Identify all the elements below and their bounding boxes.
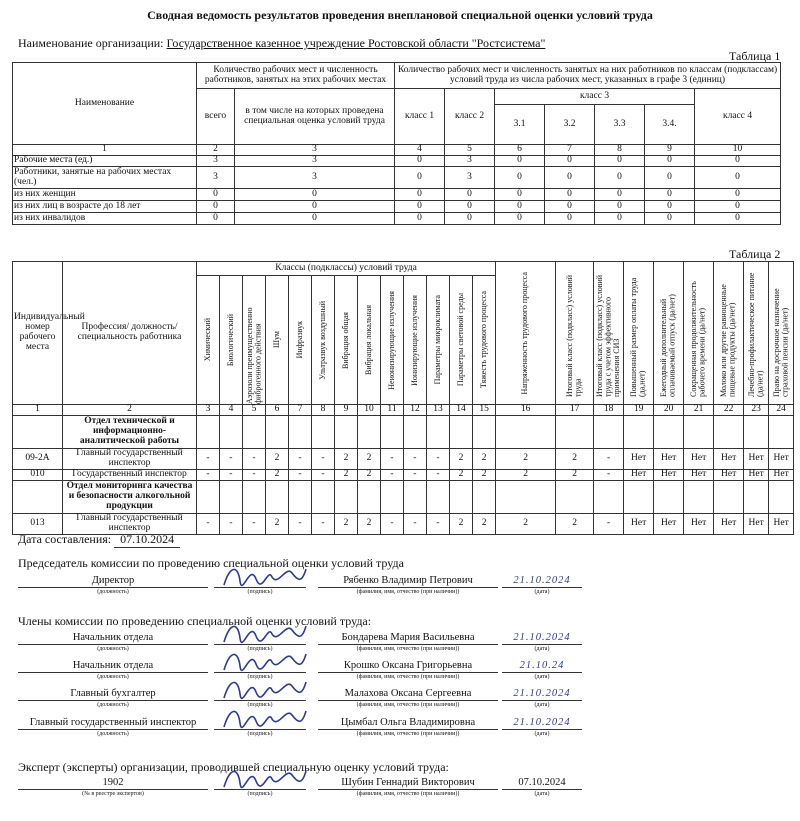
- t1-cell: 0: [197, 201, 235, 213]
- table2-label: Таблица 2: [729, 247, 781, 261]
- t2-cell: 2: [335, 448, 358, 469]
- handwritten-signature: [220, 703, 310, 733]
- t2-header-col-label: Химический: [202, 318, 212, 362]
- field-caption: (подпись): [247, 731, 273, 737]
- t2-cell: -: [220, 448, 243, 469]
- t1-header-3-3: 3.3: [595, 105, 645, 145]
- t2-header-col-label: Молоко или другие равноценные пищевые продукты (да/нет): [719, 284, 737, 397]
- t1-cell: 0: [695, 156, 781, 167]
- t2-cell: Нет: [714, 448, 744, 469]
- t1-col-number: 9: [645, 145, 695, 156]
- members-heading: Члены комиссии по проведению специальной оценки условий труда:: [18, 614, 372, 628]
- t1-cell: 0: [395, 213, 445, 225]
- t2-header-col-label: Лечебно-профилактическое питание (да/нет): [746, 272, 765, 397]
- t1-header-class2: класс 2: [445, 89, 495, 145]
- handwritten-signature: [220, 646, 310, 676]
- t2-header-col: [404, 276, 427, 405]
- handwritten-signature: [220, 674, 310, 704]
- t1-header-3-2: 3.2: [545, 105, 595, 145]
- field-caption: (фамилия, имя, отчество (при наличии)): [356, 791, 460, 797]
- expert-signature-row: [0, 777, 800, 803]
- t2-col-number: 11: [381, 405, 404, 416]
- t1-cell: 3: [197, 167, 235, 189]
- t2-header-col: [624, 262, 654, 405]
- t2-col-number: 21: [684, 405, 714, 416]
- signature-date: 21.10.2024: [502, 717, 582, 730]
- t2-header-col-label: Повышенный размер оплаты труда (да,нет): [629, 277, 647, 397]
- t1-cell: 3: [235, 156, 395, 167]
- t1-cell: 0: [595, 167, 645, 189]
- chair-heading: Председатель комиссии по проведению специальной оценки условий труда: [18, 556, 404, 570]
- t1-header-3-4: 3.4.: [645, 105, 695, 145]
- t1-header-incl: в том числе на которых проведена специальная оценка условий труда: [235, 89, 395, 145]
- workplace-table: [12, 261, 794, 535]
- t2-cell: 2: [496, 448, 556, 469]
- t2-col-number: 3: [197, 405, 220, 416]
- t2-cell: Нет: [714, 513, 744, 534]
- field-caption: (фамилия, имя, отчество (при наличии)): [356, 674, 460, 680]
- t2-col-number: 4: [220, 405, 243, 416]
- field-caption: (должность): [97, 702, 129, 708]
- t2-cell: -: [594, 469, 624, 480]
- t2-header-col-label: Параметры световой среды: [455, 293, 465, 387]
- t2-header-col-label: Биологический: [225, 313, 235, 367]
- t2-cell: Нет: [744, 469, 769, 480]
- t2-row-id: 010: [13, 469, 63, 480]
- field-caption: (фамилия, имя, отчество (при наличии)): [356, 589, 460, 595]
- compile-date-line: [18, 532, 180, 548]
- t1-cell: 0: [495, 213, 545, 225]
- t2-cell: 2: [496, 469, 556, 480]
- t1-cell: 3: [445, 167, 495, 189]
- t1-row-name: из них лиц в возрасте до 18 лет: [13, 201, 197, 213]
- t2-header-col: [220, 276, 243, 405]
- t1-cell: 0: [395, 189, 445, 201]
- t1-cell: 0: [545, 156, 595, 167]
- t2-header-col: [496, 262, 556, 405]
- t2-cell: Нет: [769, 448, 794, 469]
- t2-cell: Нет: [684, 448, 714, 469]
- t2-cell: 2: [496, 513, 556, 534]
- t1-cell: 0: [645, 189, 695, 201]
- t2-cell: 2: [358, 469, 381, 480]
- t1-cell: 0: [235, 213, 395, 225]
- signature-date: 07.10.2024: [502, 777, 582, 790]
- field-caption: (фамилия, имя, отчество (при наличии)): [356, 646, 460, 652]
- t1-cell: 0: [645, 167, 695, 189]
- t1-cell: 0: [445, 201, 495, 213]
- t2-cell: 2: [450, 513, 473, 534]
- summary-table: [12, 62, 781, 225]
- t2-cell: 2: [335, 469, 358, 480]
- handwritten-signature: [220, 561, 310, 591]
- signer-name: Рябенко Владимир Петрович: [318, 575, 498, 588]
- t1-row-name: из них инвалидов: [13, 213, 197, 225]
- t2-cell: -: [381, 513, 404, 534]
- t1-col-number: 8: [595, 145, 645, 156]
- t2-header-col: [243, 276, 266, 405]
- t2-cell: -: [197, 469, 220, 480]
- expert-heading: Эксперт (эксперты) организации, проводившей специальную оценку условий труда:: [18, 760, 449, 774]
- t1-cell: 0: [445, 189, 495, 201]
- t1-cell: 0: [595, 156, 645, 167]
- t2-header-col-label: Аэрозоли преимущественно фиброгенного действия: [244, 307, 262, 404]
- t1-cell: 0: [645, 201, 695, 213]
- signature-date: 21.10.2024: [502, 688, 582, 701]
- signer-name: Шубин Геннадий Викторович: [318, 777, 498, 790]
- table1-label: Таблица 1: [729, 49, 781, 63]
- t1-row: [13, 167, 781, 189]
- compile-date-label: Дата составления:: [18, 532, 112, 546]
- t2-header-col: [594, 262, 624, 405]
- t2-cell: 2: [335, 513, 358, 534]
- member-signature-row: [0, 717, 800, 743]
- t1-header-classes: Количество рабочих мест и численность занятых на них работников по классам (подклассам) условий труда из числа рабочих мест, указанных в графе 3 (единиц): [395, 63, 781, 89]
- t1-cell: 0: [395, 156, 445, 167]
- t2-cell: -: [289, 513, 312, 534]
- compile-date-value: 07.10.2024: [114, 532, 180, 548]
- handwritten-signature: [220, 763, 310, 793]
- t2-cell: -: [312, 448, 335, 469]
- t1-col-number: 1: [13, 145, 197, 156]
- t1-cell: 0: [695, 201, 781, 213]
- t1-header-class4: класс 4: [695, 89, 781, 145]
- t2-number-row: [13, 405, 794, 416]
- t1-col-number: 2: [197, 145, 235, 156]
- t2-header-col-label: Вибрация общая: [340, 311, 350, 369]
- t1-cell: 0: [595, 189, 645, 201]
- t2-header-col-label: Сокращенная продолжительность рабочего времени (да/нет): [689, 281, 707, 397]
- field-caption: (подпись): [247, 702, 273, 708]
- t2-col-number: 14: [450, 405, 473, 416]
- t2-col-number: 24: [769, 405, 794, 416]
- t1-cell: 0: [695, 189, 781, 201]
- t1-cell: 0: [695, 167, 781, 189]
- signature-date: 21.10.2024: [502, 632, 582, 645]
- t2-cell: -: [427, 513, 450, 534]
- t1-cell: 0: [495, 167, 545, 189]
- t2-header-col: [335, 276, 358, 405]
- signer-position: Главный бухгалтер: [18, 688, 208, 701]
- t2-header-col: [358, 276, 381, 405]
- t1-cell: 0: [595, 201, 645, 213]
- t2-cell: 2: [450, 469, 473, 480]
- t2-cell: Нет: [744, 448, 769, 469]
- t2-header-col-label: Параметры микроклимата: [432, 295, 442, 385]
- field-caption: (фамилия, имя, отчество (при наличии)): [356, 731, 460, 737]
- t1-cell: 0: [495, 189, 545, 201]
- field-caption: (должность): [97, 674, 129, 680]
- t1-col-number: 3: [235, 145, 395, 156]
- t2-cell: -: [381, 469, 404, 480]
- t2-header-col-label: Напряженность трудового процесса: [520, 271, 530, 395]
- t2-header-col: [289, 276, 312, 405]
- t2-cell: -: [404, 469, 427, 480]
- t2-header-id: Индивидуальный номер рабочего места: [13, 262, 63, 405]
- t2-row-profession: Государственный инспектор: [63, 469, 197, 480]
- signer-position: Начальник отдела: [18, 660, 208, 673]
- t2-section-row: [13, 415, 794, 448]
- signer-name: Малахова Оксана Сергеевна: [318, 688, 498, 701]
- field-caption: (подпись): [247, 589, 273, 595]
- t1-cell: 3: [235, 167, 395, 189]
- t1-cell: 0: [545, 201, 595, 213]
- t2-header-classes: Классы (подклассы) условий труда: [197, 262, 496, 276]
- field-caption: (дата): [534, 731, 550, 737]
- t2-header-col-label: Инфразвук: [294, 321, 304, 359]
- t1-cell: 0: [235, 189, 395, 201]
- t2-row-profession: Главный государственный инспектор: [63, 448, 197, 469]
- t2-cell: -: [427, 469, 450, 480]
- t2-cell: Нет: [684, 469, 714, 480]
- signer-position: Директор: [18, 575, 208, 588]
- t1-cell: 0: [695, 213, 781, 225]
- t1-row-name: Работники, занятые на рабочих местах (чел.): [13, 167, 197, 189]
- t1-col-number: 4: [395, 145, 445, 156]
- t2-header-col-label: Ультразвук воздушный: [317, 300, 327, 380]
- t2-cell: Нет: [684, 513, 714, 534]
- t2-col-number: 2: [63, 405, 197, 416]
- t2-col-number: 17: [556, 405, 594, 416]
- t2-col-number: 19: [624, 405, 654, 416]
- t2-cell: 2: [266, 448, 289, 469]
- t2-row-profession: Главный государственный инспектор: [63, 513, 197, 534]
- t2-header-col: [312, 276, 335, 405]
- t2-col-number: 9: [335, 405, 358, 416]
- document-title: Сводная ведомость результатов проведения внеплановой специальной оценки условий труда: [147, 8, 653, 22]
- t2-col-number: 12: [404, 405, 427, 416]
- t2-row-id: 013: [13, 513, 63, 534]
- t2-cell: Нет: [769, 513, 794, 534]
- field-caption: (фамилия, имя, отчество (при наличии)): [356, 702, 460, 708]
- t2-col-number: 16: [496, 405, 556, 416]
- t2-cell: -: [197, 513, 220, 534]
- t1-cell: 0: [645, 213, 695, 225]
- signer-name: Крошко Оксана Григорьевна: [318, 660, 498, 673]
- field-caption: (дата): [534, 674, 550, 680]
- t1-row: [13, 156, 781, 167]
- t2-header-col: [684, 262, 714, 405]
- t1-row: [13, 189, 781, 201]
- t2-header-col-label: Ежегодный дополнительный оплачиваемый отпуск (да/нет): [659, 294, 677, 397]
- expert-registry: 1902: [18, 777, 208, 790]
- t2-col-number: 10: [358, 405, 381, 416]
- t2-row-id: 09-2А: [13, 448, 63, 469]
- t2-header-col: [714, 262, 744, 405]
- t2-cell: -: [594, 513, 624, 534]
- t2-cell: 2: [473, 448, 496, 469]
- t2-col-number: 18: [594, 405, 624, 416]
- organization-line: [18, 36, 545, 51]
- t2-cell: 2: [556, 469, 594, 480]
- field-caption: (должность): [97, 589, 129, 595]
- t1-cell: 0: [495, 201, 545, 213]
- t1-cell: 0: [545, 167, 595, 189]
- t2-cell: -: [220, 513, 243, 534]
- t2-cell: 2: [473, 469, 496, 480]
- t2-cell: -: [243, 448, 266, 469]
- t1-row: [13, 201, 781, 213]
- t2-header-col: [450, 276, 473, 405]
- t2-cell: 2: [266, 469, 289, 480]
- t2-cell: Нет: [769, 469, 794, 480]
- t2-col-number: 7: [289, 405, 312, 416]
- t2-col-number: 13: [427, 405, 450, 416]
- signer-name: Бондарева Мария Васильевна: [318, 632, 498, 645]
- t2-cell: Нет: [624, 448, 654, 469]
- field-caption: (подпись): [247, 646, 273, 652]
- t2-header-col: [427, 276, 450, 405]
- t1-row: [13, 213, 781, 225]
- t2-cell: 2: [473, 513, 496, 534]
- t2-cell: -: [312, 513, 335, 534]
- t1-number-row: [13, 145, 781, 156]
- t2-header-col-label: Неионизирующие излучения: [386, 290, 396, 390]
- t2-header-col-label: Шум: [271, 331, 281, 349]
- t2-cell: -: [404, 448, 427, 469]
- member-signature-row: [0, 660, 800, 686]
- t2-col-number: 8: [312, 405, 335, 416]
- t2-header-col: [381, 276, 404, 405]
- t1-cell: 0: [445, 213, 495, 225]
- t1-header-class3: класс 3: [495, 89, 695, 105]
- t2-cell: -: [197, 448, 220, 469]
- t2-section-row: [13, 480, 794, 513]
- t2-col-number: 23: [744, 405, 769, 416]
- t2-header-col-label: Итоговый класс (подкласс) условий труда с учетом эффективного применения СИЗ: [595, 274, 621, 397]
- t2-col-number: 15: [473, 405, 496, 416]
- t1-cell: 3: [445, 156, 495, 167]
- t2-cell: 2: [450, 448, 473, 469]
- t2-row: [13, 448, 794, 469]
- handwritten-signature: [220, 618, 310, 648]
- field-caption: (№ в реестре экспертов): [82, 791, 144, 797]
- t1-row-name: Рабочие места (ед.): [13, 156, 197, 167]
- field-caption: (подпись): [247, 674, 273, 680]
- t2-cell: -: [427, 448, 450, 469]
- t2-header-col: [744, 262, 769, 405]
- t1-cell: 0: [495, 156, 545, 167]
- t1-cell: 0: [595, 213, 645, 225]
- t2-cell: 2: [358, 513, 381, 534]
- field-caption: (дата): [534, 791, 550, 797]
- t1-row-name: из них женщин: [13, 189, 197, 201]
- signature-date: 21.10.2024: [502, 575, 582, 588]
- organization-name: Государственное казенное учреждение Ростовской области "Ростсистема": [166, 36, 546, 50]
- t2-header-col-label: Итоговый класс (подкласс) условий труда: [565, 274, 583, 397]
- t2-header-col: [266, 276, 289, 405]
- t2-cell: -: [312, 469, 335, 480]
- t2-cell: Нет: [744, 513, 769, 534]
- chair-signature-row: [0, 575, 800, 601]
- t1-col-number: 7: [545, 145, 595, 156]
- t1-cell: 3: [197, 156, 235, 167]
- t2-cell: -: [594, 448, 624, 469]
- t2-header-col: [197, 276, 220, 405]
- field-caption: (подпись): [247, 791, 273, 797]
- t1-header-name: Наименование: [13, 63, 197, 145]
- t1-header-3-1: 3.1: [495, 105, 545, 145]
- field-caption: (должность): [97, 731, 129, 737]
- t1-col-number: 6: [495, 145, 545, 156]
- t2-cell: -: [404, 513, 427, 534]
- t1-cell: 0: [197, 213, 235, 225]
- field-caption: (дата): [534, 589, 550, 595]
- t2-col-number: 22: [714, 405, 744, 416]
- t2-cell: 2: [556, 513, 594, 534]
- t1-cell: 0: [545, 189, 595, 201]
- field-caption: (дата): [534, 702, 550, 708]
- t2-cell: -: [289, 448, 312, 469]
- signer-position: Главный государственный инспектор: [18, 717, 208, 730]
- t2-header-col: [654, 262, 684, 405]
- t2-cell: Нет: [624, 513, 654, 534]
- organization-label: Наименование организации:: [18, 36, 164, 50]
- t2-col-number: 20: [654, 405, 684, 416]
- t1-cell: 0: [197, 189, 235, 201]
- t2-row: [13, 469, 794, 480]
- member-signature-row: [0, 688, 800, 714]
- signature-date: 21.10.24: [502, 660, 582, 673]
- t2-cell: Нет: [654, 513, 684, 534]
- t2-col-number: 1: [13, 405, 63, 416]
- t2-cell: 2: [266, 513, 289, 534]
- t2-header-col-label: Вибрация локальная: [363, 304, 373, 375]
- field-caption: (дата): [534, 646, 550, 652]
- t1-cell: 0: [545, 213, 595, 225]
- member-signature-row: [0, 632, 800, 658]
- t2-cell: 2: [556, 448, 594, 469]
- t2-header-col: [556, 262, 594, 405]
- t2-header-col-label: Тяжесть трудового процесса: [478, 291, 488, 389]
- t2-cell: Нет: [714, 469, 744, 480]
- t1-cell: 0: [395, 167, 445, 189]
- t2-cell: Нет: [624, 469, 654, 480]
- t1-header-total: всего: [197, 89, 235, 145]
- t1-header-class1: класс 1: [395, 89, 445, 145]
- signer-name: Цымбал Ольга Владимировна: [318, 717, 498, 730]
- t2-header-col: [473, 276, 496, 405]
- t1-cell: 0: [645, 156, 695, 167]
- t2-cell: -: [289, 469, 312, 480]
- t2-cell: -: [243, 513, 266, 534]
- t1-cell: 0: [395, 201, 445, 213]
- t1-header-count: Количество рабочих мест и численность работников, занятых на этих рабочих местах: [197, 63, 395, 89]
- t2-header-col-label: Право на досрочное назначение страховой пенсии (да/нет): [771, 288, 790, 397]
- t2-cell: -: [220, 469, 243, 480]
- t1-col-number: 5: [445, 145, 495, 156]
- t2-header-col: [769, 262, 794, 405]
- t2-section-title: Отдел мониторинга качества и безопасности алкогольной продукции: [63, 480, 197, 513]
- t2-col-number: 6: [266, 405, 289, 416]
- t2-header-col-label: Ионизирующие излучения: [409, 294, 419, 386]
- field-caption: (должность): [97, 646, 129, 652]
- t2-section-title: Отдел технической и информационно-аналитической работы: [63, 415, 197, 448]
- t2-header-profession: Профессия/ должность/ специальность работника: [63, 262, 197, 405]
- t2-cell: 2: [358, 448, 381, 469]
- t1-col-number: 10: [695, 145, 781, 156]
- t2-cell: Нет: [654, 448, 684, 469]
- t2-col-number: 5: [243, 405, 266, 416]
- t2-cell: -: [381, 448, 404, 469]
- t1-cell: 0: [235, 201, 395, 213]
- signer-position: Начальник отдела: [18, 632, 208, 645]
- t2-cell: -: [243, 469, 266, 480]
- t2-cell: Нет: [654, 469, 684, 480]
